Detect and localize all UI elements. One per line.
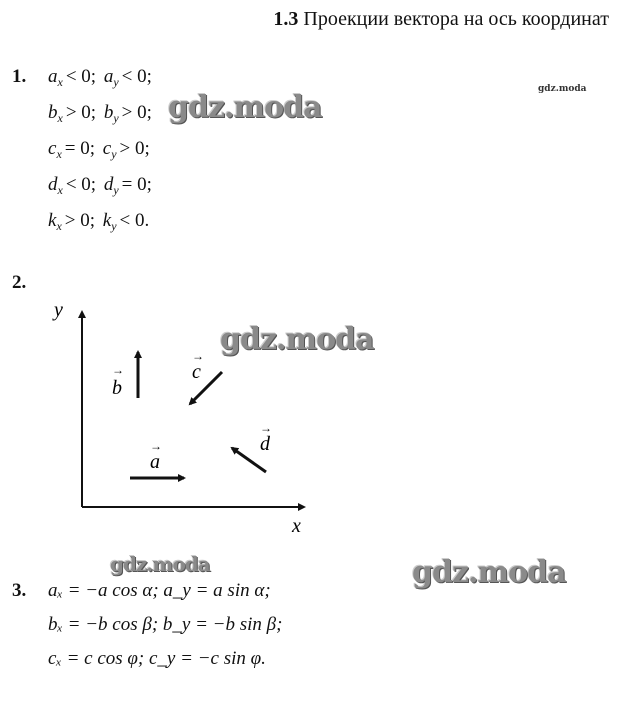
task1-line-2: $b_x > 0$; $b_y > 0$; [48, 102, 152, 125]
section-number: 1.3 [273, 8, 299, 30]
task3-number: 3. [12, 580, 27, 601]
section-title-text: Проекции вектора на ось координат [303, 8, 609, 30]
watermark-small: gdz.moda [538, 84, 587, 94]
vector-diagram [0, 290, 619, 550]
task1-line-3: $c_x = 0$; $c_y > 0$; [48, 138, 150, 161]
task1-line-5: $k_x > 0$; $k_y < 0$. [48, 210, 150, 233]
watermark-1: gdz.moda [168, 90, 322, 125]
section-title [273, 8, 609, 31]
task3-line-3: cₓ = c cos φ; c_y = −c sin φ. [48, 648, 266, 669]
arrow-over-c: → [192, 349, 204, 363]
label-d: d [260, 433, 270, 455]
arrow-over-b: → [112, 363, 124, 377]
watermark-2: gdz.moda [220, 322, 374, 357]
task2-number: 2. [12, 272, 27, 293]
axis-label-x: x [292, 515, 301, 537]
task1-line-4: $d_x < 0$; $d_y = 0$; [48, 174, 152, 197]
task3-line-1: aₓ = −a cos α; a_y = a sin α; [48, 580, 271, 601]
arrow-over-a: → [150, 439, 162, 453]
task1-number: 1. [12, 66, 27, 87]
axis-label-y: y [54, 299, 63, 321]
task3-line-2: bₓ = −b cos β; b_y = −b sin β; [48, 614, 283, 635]
label-c: c [192, 361, 201, 383]
label-b: b [112, 377, 122, 399]
watermark-3: gdz.moda [110, 552, 210, 576]
label-a: a [150, 451, 160, 473]
arrow-over-d: → [260, 421, 272, 435]
watermark-4: gdz.moda [412, 555, 566, 590]
task1-line-1: $a_x < 0$; $a_y < 0$; [48, 66, 152, 89]
